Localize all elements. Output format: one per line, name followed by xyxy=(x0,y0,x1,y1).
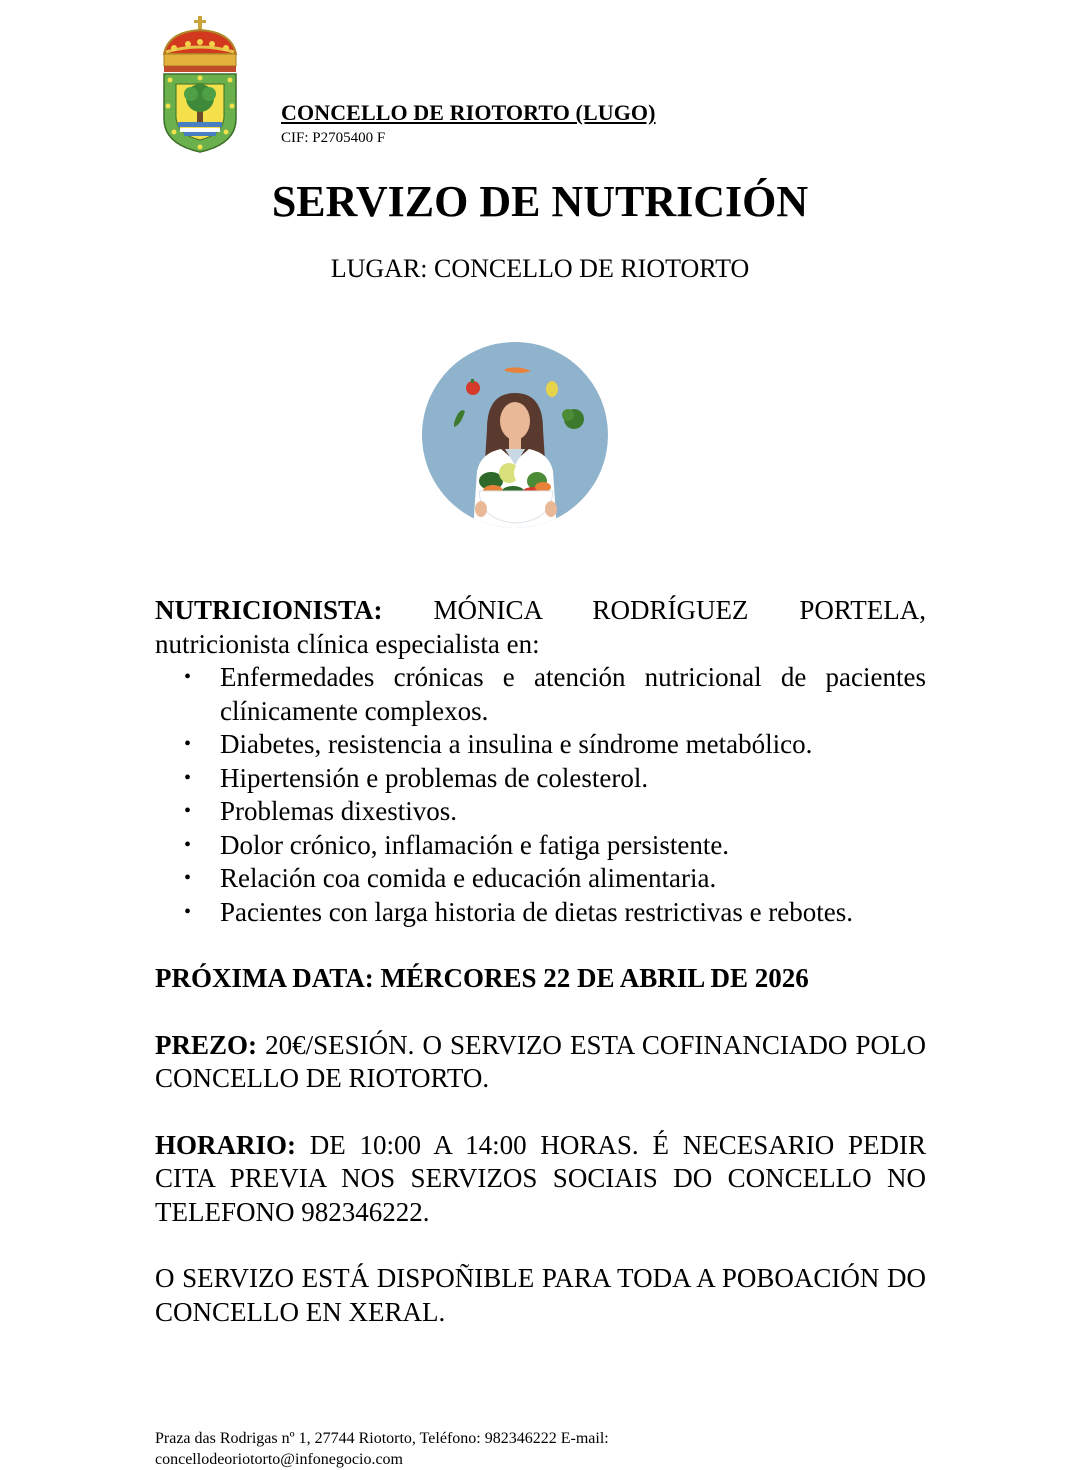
bullet-icon: • xyxy=(184,867,192,889)
page-title: SERVIZO DE NUTRICIÓN xyxy=(271,177,809,226)
footer xyxy=(155,1428,855,1470)
organization-name: CONCELLO DE RIOTORTO (LUGO) xyxy=(281,100,656,125)
next-date: PRÓXIMA DATA: MÉRCORES 22 DE ABRIL DE 2026 xyxy=(155,963,809,993)
bullet-icon: • xyxy=(184,766,192,789)
schedule-label: HORARIO: xyxy=(155,1129,296,1160)
bullet-icon: • xyxy=(184,666,192,688)
nutritionist-heading xyxy=(155,594,926,628)
nutritionist-name: MÓNICA RODRÍGUEZ PORTELA, xyxy=(433,595,926,625)
price-paragraph xyxy=(155,1029,926,1096)
location-line: LUGAR: CONCELLO DE RIOTORTO xyxy=(330,254,750,283)
nutritionist-description: nutricionista clínica especialista en: xyxy=(155,628,540,659)
list-item: • Problemas dixestivos. xyxy=(220,795,926,829)
list-item: • Relación coa comida e educación alimentaria. xyxy=(220,862,926,896)
cif-number: CIF: P2705400 F xyxy=(281,130,386,146)
bullet-icon: • xyxy=(184,733,192,755)
main-content xyxy=(155,594,926,1329)
price-label: PREZO: xyxy=(155,1029,258,1060)
list-item: • Dolor crónico, inflamación e fatiga persistente. xyxy=(220,829,926,863)
bullet-icon: • xyxy=(184,833,192,856)
bullet-icon: • xyxy=(184,800,192,822)
schedule-paragraph xyxy=(155,1129,926,1230)
coat-of-arms-icon xyxy=(158,14,242,154)
footer-address: Praza das Rodrigas nº 1, 27744 Riotorto, Teléfono: 982346222 E-mail: xyxy=(155,1430,609,1447)
nutritionist-label: NUTRICIONISTA: xyxy=(155,595,383,625)
list-item: • Enfermedades crónicas e atención nutricional de pacientes clínicamente complexos. xyxy=(184,662,926,726)
nutritionist-illustration-icon xyxy=(421,341,609,529)
specialties-list xyxy=(155,661,926,929)
list-item: • Pacientes con larga historia de dietas restrictivas e rebotes. xyxy=(220,896,926,930)
availability-paragraph: O SERVIZO ESTÁ DISPOÑIBLE PARA TODA A POBOACIÓN DO CONCELLO EN XERAL. xyxy=(155,1263,926,1327)
bullet-icon: • xyxy=(184,900,192,923)
footer-email[interactable]: concellodeoriotorto@infonegocio.com xyxy=(155,1451,403,1468)
price-text: 20€/SESIÓN. O SERVIZO ESTA COFINANCIADO POLO CONCELLO DE RIOTORTO. xyxy=(155,1029,926,1093)
schedule-text: DE 10:00 A 14:00 HORAS. É NECESARIO PEDIR CITA PREVIA NOS SERVIZOS SOCIAIS DO CONCELLO NO TELEFONO 982346222. xyxy=(155,1129,926,1227)
list-item: • Hipertensión e problemas de colesterol. xyxy=(220,762,926,796)
list-item: • Diabetes, resistencia a insulina e síndrome metabólico. xyxy=(220,728,926,762)
